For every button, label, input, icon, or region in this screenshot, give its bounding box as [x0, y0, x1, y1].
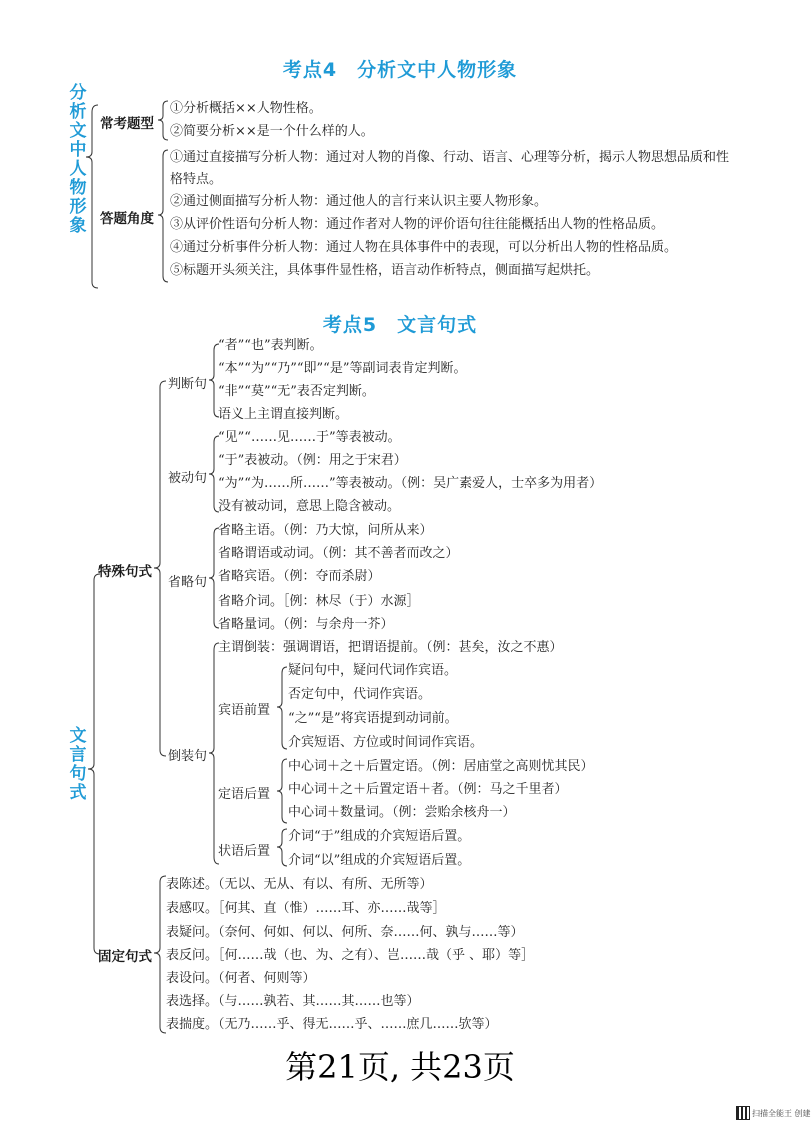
judgment-item-1: “者”“也”表判断。	[218, 338, 323, 353]
angle-item-2: ②通过侧面描写分析人物：通过他人的言行来认识主要人物形象。	[170, 194, 548, 209]
brace-attributive-post	[277, 759, 287, 823]
brace-object-front	[277, 667, 287, 749]
attributive-post-item-1: 中心词＋之＋后置定语。（例：居庙堂之高则忧其民）	[288, 759, 594, 774]
brace-adverbial-post	[277, 829, 287, 866]
attributive-post-item-3: 中心词＋数量词。（例：尝贻余核舟一）	[288, 805, 516, 820]
angle-item-5: ⑤标题开头须关注，具体事件显性格，语言动作析特点，侧面描写起烘托。	[170, 263, 600, 278]
fixed-item-5: 表设问。（何者、何则等）	[166, 971, 316, 986]
brace-section5-main	[88, 574, 100, 954]
brace-special	[154, 381, 166, 756]
passive-item-1: “见”“……见……于”等表被动。	[218, 430, 401, 445]
passive-item-3: “为”“为……所……”等表被动。（例：吴广素爱人，士卒多为用者）	[218, 476, 603, 491]
brace-fixed	[154, 876, 166, 1033]
judgment-label: 判断句	[168, 377, 208, 392]
object-front-item-1: 疑问句中，疑问代词作宾语。	[288, 663, 458, 678]
omission-item-1: 省略主语。（例：乃大惊，问所从来）	[218, 523, 433, 538]
page-number: 第21页, 共23页	[285, 1048, 515, 1086]
object-front-label: 宾语前置	[218, 703, 271, 718]
adverbial-post-item-2: 介词“以”组成的介宾短语后置。	[288, 853, 471, 868]
type-item-2: ②简要分析××是一个什么样的人。	[170, 124, 374, 139]
angle-item-3: ③从评价性语句分析人物：通过作者对人物的评价语句往往能概括出人物的性格品质。	[170, 217, 665, 232]
judgment-item-2: “本”“为”“乃”“即”“是”等副词表肯定判断。	[218, 361, 467, 376]
category-fixed: 固定句式	[98, 949, 152, 965]
judgment-item-3: “非”“莫”“无”表否定判断。	[218, 384, 375, 399]
section4-side-label: 分析文中人物形象	[69, 83, 87, 236]
subject-predicate-inversion: 主谓倒装：强调谓语，把谓语提前。（例：甚矣，汝之不惠）	[218, 640, 563, 655]
inversion-label: 倒装句	[168, 749, 208, 764]
section4-title: 考点4 分析文中人物形象	[282, 59, 518, 81]
attributive-post-label: 定语后置	[218, 787, 271, 802]
fixed-item-6: 表选择。（与……孰若、其……其……也等）	[166, 994, 420, 1009]
object-front-item-3: “之”“是”将宾语提到动词前。	[288, 711, 458, 726]
fixed-item-2: 表感叹。［何其、直（惟）……耳、亦……哉等］	[166, 901, 446, 916]
qr-code-icon	[736, 1106, 750, 1120]
fixed-item-1: 表陈述。（无以、无从、有以、有所、无所等）	[166, 877, 433, 892]
passive-item-4: 没有被动词，意思上隐含被动。	[218, 499, 401, 514]
angle-item-4: ④通过分析事件分析人物：通过人物在具体事件中的表现，可以分析出人物的性格品质。	[170, 240, 678, 255]
attributive-post-item-2: 中心词＋之＋后置定语＋者。（例：马之千里者）	[288, 782, 568, 797]
category-angles: 答题角度	[100, 211, 154, 227]
omission-item-2: 省略谓语或动词。（例：其不善者而改之）	[218, 546, 459, 561]
passive-label: 被动句	[168, 471, 208, 486]
fixed-item-4: 表反问。［何……哉（也、为、之有）、岂……哉（乎 、耶）等］	[166, 948, 535, 963]
object-front-item-4: 介宾短语、方位或时间词作宾语。	[288, 735, 484, 750]
section5-title: 考点5 文言句式	[322, 314, 478, 336]
scanner-watermark: 扫描全能王 创建	[752, 1109, 811, 1118]
omission-item-5: 省略量词。（例：与余舟一芥）	[218, 617, 394, 632]
adverbial-post-item-1: 介词“于”组成的介宾短语后置。	[288, 829, 471, 844]
fixed-item-3: 表疑问。（奈何、何如、何以、何所、奈……何、孰与……等）	[166, 925, 524, 940]
type-item-1: ①分析概括××人物性格。	[170, 101, 322, 116]
angle-item-1: ①通过直接描写分析人物：通过对人物的肖像、行动、语言、心理等分析，揭示人物思想品质和性格特点。	[170, 150, 730, 187]
omission-label: 省略句	[168, 575, 208, 590]
object-front-item-2: 否定句中，代词作宾语。	[288, 687, 432, 702]
fixed-item-7: 表揣度。（无乃……乎、得无……乎、……庶几……欤等）	[166, 1017, 498, 1032]
passive-item-2: “于”表被动。（例：用之于宋君）	[218, 453, 407, 468]
category-special: 特殊句式	[98, 564, 152, 580]
adverbial-post-label: 状语后置	[218, 844, 271, 859]
judgment-item-4: 语义上主谓直接判断。	[218, 407, 349, 422]
brace-inversion	[209, 643, 219, 864]
section5-side-label: 文言句式	[69, 726, 87, 803]
omission-item-3: 省略宾语。（例：夺而杀尉）	[218, 569, 381, 584]
category-types: 常考题型	[100, 116, 154, 132]
omission-item-4: 省略介词。［例：林尽（于）水源］	[218, 594, 420, 609]
